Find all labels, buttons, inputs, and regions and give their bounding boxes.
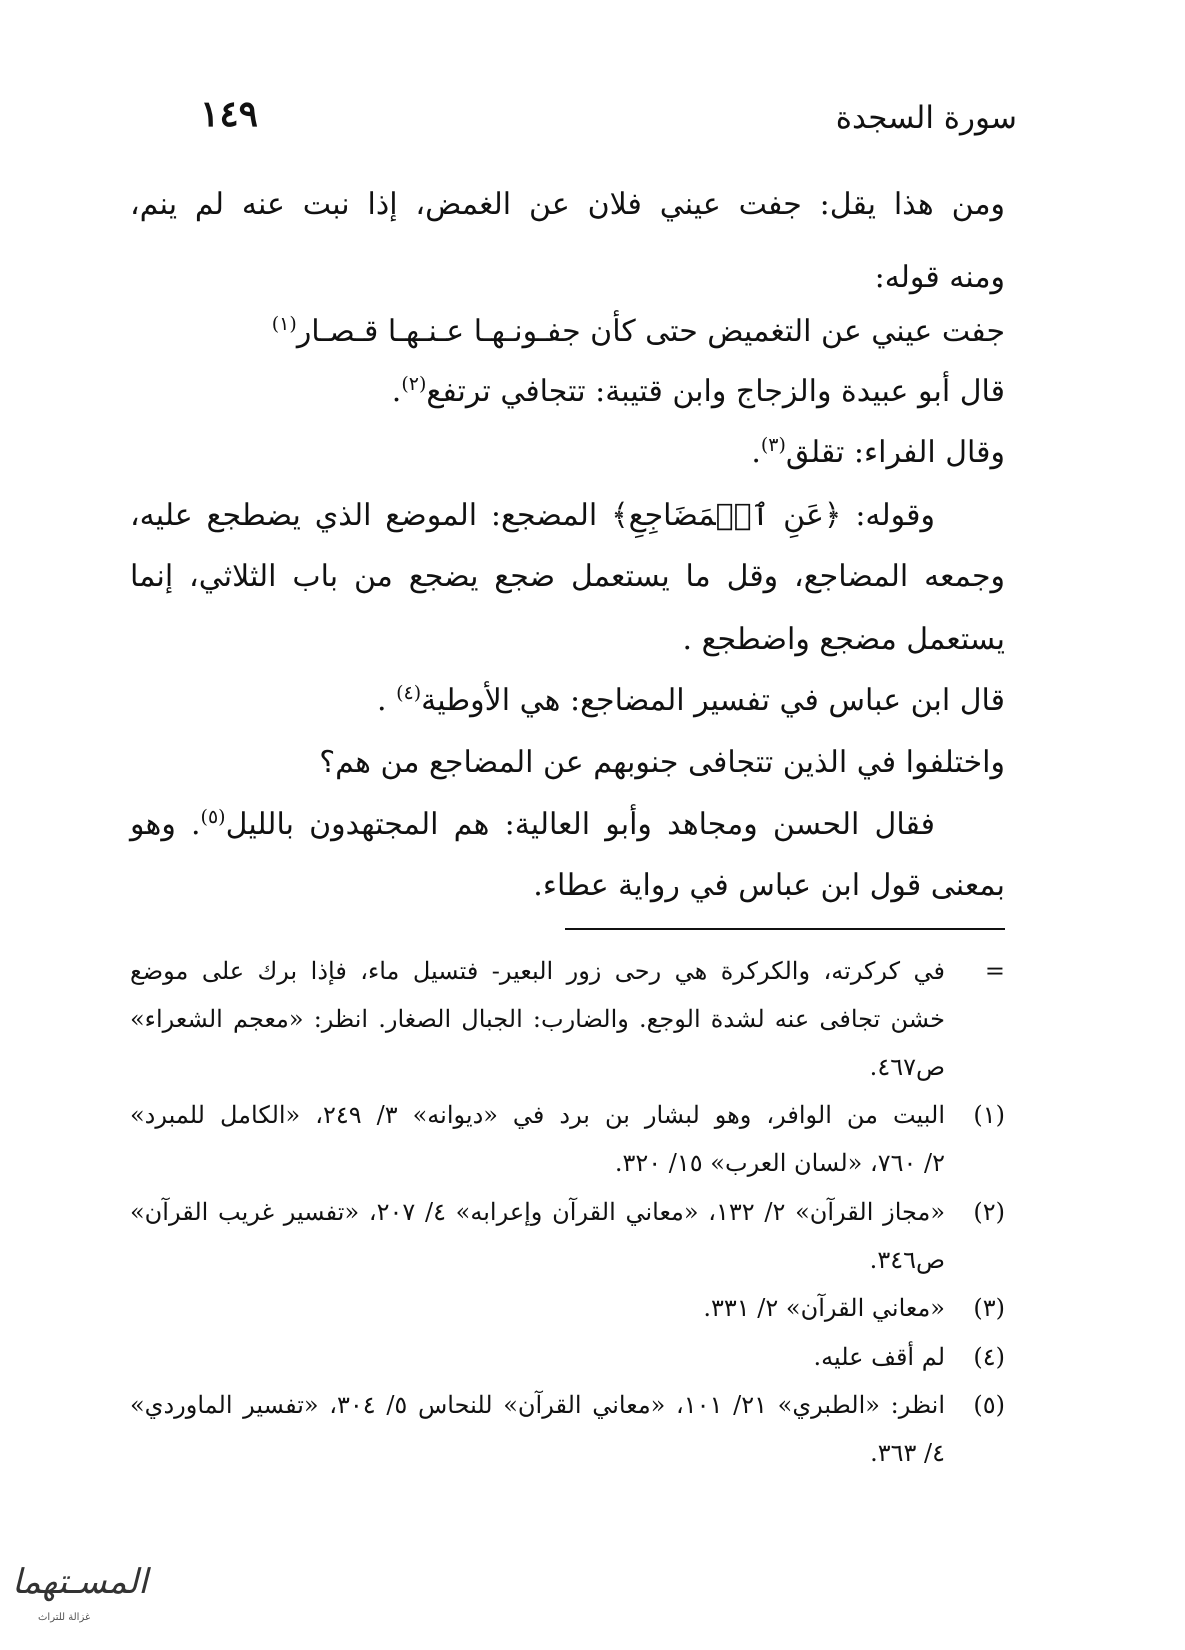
footnote-4-marker: (٤) <box>973 1343 1005 1371</box>
library-logo <box>8 1560 148 1635</box>
footnote-5-line-1: انظر: «الطبري» ٢١/ ١٠١، «معاني القرآن» للنحاس ٥/ ٣٠٤، «تفسير الماوردي» <box>130 1391 946 1419</box>
footnote-ref-3: (٣) <box>760 434 786 456</box>
body-line-11 <box>130 805 935 845</box>
verse-line <box>272 312 1005 352</box>
footnote-4-line-1: لم أقف عليه. <box>813 1343 945 1371</box>
body-line-11-text: فقال الحسن ومجاهد وأبو العالية: هم المجتهدون بالليل <box>225 807 935 842</box>
footnote-5-line-2: ٤/ ٣٦٣. <box>870 1439 945 1467</box>
body-line-10: واختلفوا في الذين تتجافى جنوبهم عن المضاجع من هم؟ <box>319 745 1005 780</box>
footnote-2-line-2: ص٣٤٦. <box>869 1246 945 1274</box>
logo-subtext: غزالة للتراث <box>38 1612 91 1623</box>
footnote-continuation-line-3: ص٤٦٧. <box>869 1053 945 1081</box>
body-line-2: ومنه قوله: <box>874 260 1005 295</box>
body-line-5-end: . <box>751 435 761 470</box>
body-line-4-text: قال أبو عبيدة والزجاج وابن قتيبة: تتجافي ترتفع <box>426 374 1005 409</box>
body-line-9 <box>377 681 1005 721</box>
page-number: ١٤٩ <box>200 93 259 135</box>
footnote-3-marker: (٣) <box>973 1294 1005 1322</box>
body-line-5 <box>751 433 1005 473</box>
body-line-9-end: . <box>376 683 397 718</box>
body-line-4 <box>392 372 1005 412</box>
body-line-1: ومن هذا يقل: جفت عيني فلان عن الغمض، إذا نبت عنه لم ينم، <box>130 187 1005 222</box>
body-line-6: وقوله: ﴿عَنِ ٱلۡمَضَاجِعِ﴾ المضجع: الموضع الذي يضطجع عليه، <box>130 498 935 533</box>
footnote-2-marker: (٢) <box>973 1198 1005 1226</box>
footnote-3-line-1: «معاني القرآن» ٢/ ٣٣١. <box>703 1294 945 1322</box>
verse-text: جفت عيني عن التغميض حتى كأن جفـونـهـا عـنـهـا قـصـار <box>296 314 1005 349</box>
body-line-7: وجمعه المضاجع، وقل ما يستعمل ضجع يضجع من باب الثلاثي، إنما <box>130 559 1005 594</box>
footnote-2-line-1: «مجاز القرآن» ٢/ ١٣٢، «معاني القرآن وإعرابه» ٤/ ٢٠٧، «تفسير غريب القرآن» <box>130 1198 946 1226</box>
footnote-ref-2: (٢) <box>401 373 427 395</box>
footnote-ref-1: (١) <box>271 313 297 335</box>
footnote-continuation-line-1: في كركرته، والكركرة هي رحى زور البعير- فتسيل ماء، فإذا برك على موضع <box>130 957 945 985</box>
body-line-4-end: . <box>391 374 402 409</box>
body-line-9-text: قال ابن عباس في تفسير المضاجع: هي الأوطية <box>421 683 1005 718</box>
footnote-ref-5: (٥) <box>200 806 226 828</box>
continuation-marker: = <box>984 957 1005 985</box>
footnote-1-line-1: البيت من الوافر، وهو لبشار بن برد في «ديوانه» ٣/ ٢٤٩، «الكامل للمبرد» <box>130 1101 946 1129</box>
footnote-1-line-2: ٢/ ٧٦٠، «لسان العرب» ١٥/ ٣٢٠. <box>614 1149 945 1177</box>
body-line-12: بمعنى قول ابن عباس في رواية عطاء. <box>533 868 1005 903</box>
surah-title: سورة السجدة <box>835 100 1017 136</box>
body-line-11-end: . وهو <box>130 807 201 842</box>
footnote-ref-4: (٤) <box>396 682 422 704</box>
body-line-8: يستعمل مضجع واضطجع . <box>682 622 1005 657</box>
logo-text: المسـتهما <box>12 1562 148 1602</box>
footnote-continuation-line-2: خشن تجافى عنه لشدة الوجع. والضارب: الجبال الصغار. انظر: «معجم الشعراء» <box>130 1005 945 1033</box>
body-line-5-text: وقال الفراء: تقلق <box>785 435 1005 470</box>
footnote-separator <box>565 928 1005 930</box>
footnote-5-marker: (٥) <box>973 1391 1005 1419</box>
footnote-1-marker: (١) <box>973 1101 1005 1129</box>
